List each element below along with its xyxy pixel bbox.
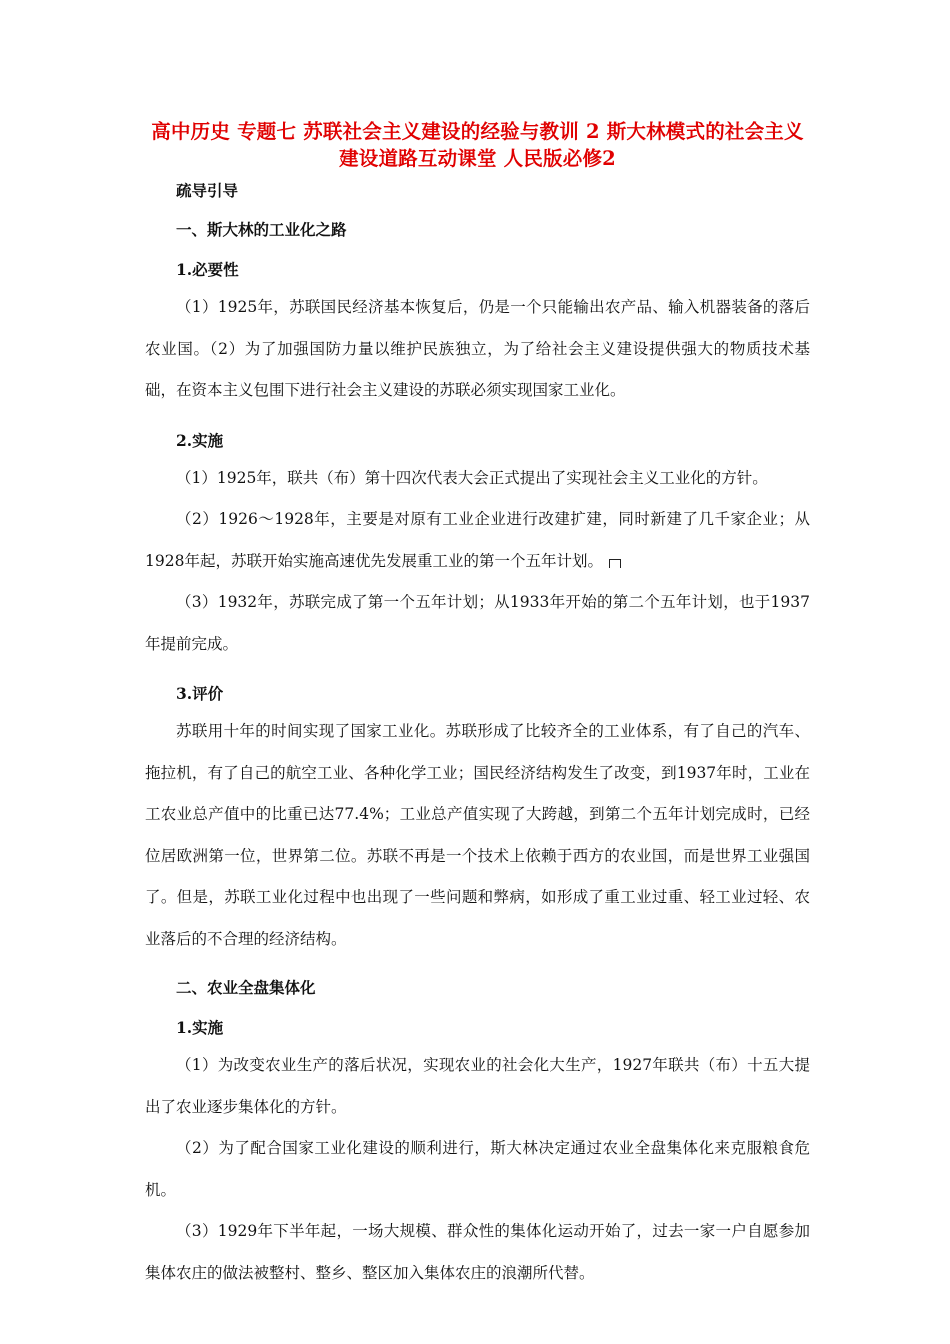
paragraph-collectivization-2: （2）为了配合国家工业化建设的顺利进行，斯大林决定通过农业全盘集体化来克服粮食危机。	[145, 1139, 810, 1199]
lead-label: 疏导引导	[176, 181, 239, 200]
paragraph-implementation-3: （3）1932年，苏联完成了第一个五年计划；从1933年开始的第二个五年计划，也于1937年提前完成。	[145, 593, 810, 653]
document-title: 高中历史 专题七 苏联社会主义建设的经验与教训 2 斯大林模式的社会主义建设道路互动课堂 人民版必修2	[151, 120, 804, 170]
paragraph-implementation-1: （1）1925年，联共（布）第十四次代表大会正式提出了实现社会主义工业化的方针。	[176, 468, 768, 487]
subheading-evaluation: 3.评价	[176, 684, 224, 703]
paragraph-evaluation: 苏联用十年的时间实现了国家工业化。苏联形成了比较齐全的工业体系，有了自己的汽车、拖拉机，有了自己的航空工业、各种化学工业；国民经济结构发生了改变，到1937年时，工业在工农业总产值中的比重已达77.4%；工业总产值实现了大跨越，到第二个五年计划完成时，已经位居欧洲第一位，世界第二位。苏联不再是一个技术上依赖于西方的农业国，而是世界工业强国了。但是，苏联工业化过程中也出现了一些问题和弊病，如形成了重工业过重、轻工业过轻、农业落后的不合理的经济结构。	[145, 722, 810, 948]
section-heading-collectivization: 二、农业全盘集体化	[176, 978, 316, 997]
paragraph-collectivization-1: （1）为改变农业生产的落后状况，实现农业的社会化大生产，1927年联共（布）十五大提出了农业逐步集体化的方针。	[145, 1056, 810, 1116]
subheading-collectivization-implementation: 1.实施	[176, 1018, 224, 1037]
document-page	[145, 118, 810, 1294]
paragraph-implementation-2	[145, 499, 810, 582]
subheading-necessity: 1.必要性	[176, 260, 239, 279]
paragraph-implementation-2-text: （2）1926～1928年，主要是对原有工业企业进行改建扩建，同时新建了几千家企业；从1928年起，苏联开始实施高速优先发展重工业的第一个五年计划。	[145, 510, 810, 570]
section-heading-industrialization: 一、斯大林的工业化之路	[176, 220, 347, 239]
paragraph-collectivization-3: （3）1929年下半年起，一场大规模、群众性的集体化运动开始了，过去一家一户自愿参加集体农庄的做法被整村、整乡、整区加入集体农庄的浪潮所代替。	[145, 1222, 810, 1282]
paragraph-necessity: （1）1925年，苏联国民经济基本恢复后，仍是一个只能输出农产品、输入机器装备的落后农业国。（2）为了加强国防力量以维护民族独立，为了给社会主义建设提供强大的物质技术基础，在资本主义包围下进行社会主义建设的苏联必须实现国家工业化。	[145, 298, 810, 399]
subheading-implementation: 2.实施	[176, 430, 224, 450]
bracket-mark-icon	[609, 559, 621, 568]
